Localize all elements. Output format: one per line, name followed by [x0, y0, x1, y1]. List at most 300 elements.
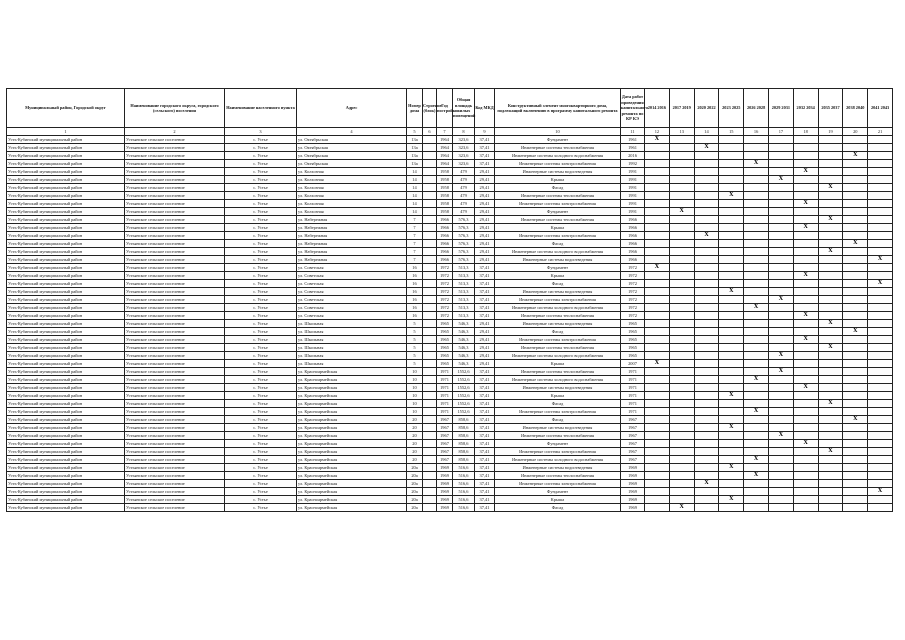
period-cell [818, 360, 843, 368]
table-cell: 5 [407, 336, 423, 344]
table-cell: 479 [453, 184, 475, 192]
period-cell [818, 312, 843, 320]
table-cell [423, 232, 437, 240]
period-cell [694, 360, 719, 368]
table-cell: ул. Советская [297, 280, 407, 288]
period-cell [768, 408, 793, 416]
table-cell: Устьянское сельское поселение [125, 232, 225, 240]
period-cell [843, 480, 868, 488]
period-cell [793, 424, 818, 432]
period-cell: X [793, 200, 818, 208]
table-cell: Усть-Кубинский муниципальный район [7, 224, 125, 232]
table-cell: 1552,6 [453, 384, 475, 392]
period-cell [843, 376, 868, 384]
period-cell [843, 448, 868, 456]
table-cell: 1991 [621, 168, 645, 176]
period-cell [719, 184, 744, 192]
period-cell [719, 224, 744, 232]
period-cell [645, 376, 670, 384]
table-cell [423, 160, 437, 168]
table-cell: 1971 [621, 384, 645, 392]
period-cell: X [818, 344, 843, 352]
table-cell: 14 [407, 168, 423, 176]
period-cell [645, 392, 670, 400]
table-cell: 13а [407, 160, 423, 168]
period-cell [744, 440, 769, 448]
table-cell: 29,41 [475, 256, 495, 264]
table-cell: ул. Набережная [297, 248, 407, 256]
period-cell [645, 232, 670, 240]
table-cell: 1965 [437, 344, 453, 352]
table-cell: 1969 [621, 496, 645, 504]
column-number: 19 [818, 128, 843, 136]
table-row [7, 376, 893, 384]
period-cell [818, 264, 843, 272]
table-cell: ул. Советская [297, 272, 407, 280]
table-cell: 1964 [437, 144, 453, 152]
period-cell [694, 208, 719, 216]
table-row [7, 288, 893, 296]
table-cell: 1972 [437, 264, 453, 272]
period-cell: X [843, 416, 868, 424]
table-cell: Усть-Кубинский муниципальный район [7, 432, 125, 440]
table-cell [423, 472, 437, 480]
column-header: 2023 2025 [719, 89, 744, 128]
table-cell: 1958 [437, 168, 453, 176]
period-cell [669, 336, 694, 344]
table-cell: Усть-Кубинский муниципальный район [7, 496, 125, 504]
period-cell [669, 144, 694, 152]
period-cell [768, 288, 793, 296]
table-cell: Усть-Кубинский муниципальный район [7, 184, 125, 192]
period-cell [744, 216, 769, 224]
table-cell: с. Устье [225, 448, 297, 456]
period-cell [868, 424, 893, 432]
column-header: Строение (блок) [423, 89, 437, 128]
table-cell: с. Устье [225, 184, 297, 192]
table-cell: Устьянское сельское поселение [125, 328, 225, 336]
period-cell [645, 304, 670, 312]
table-cell: с. Устье [225, 360, 297, 368]
table-cell: Инженерные системы электроснабжения [495, 336, 621, 344]
period-cell [843, 264, 868, 272]
column-number: 9 [475, 128, 495, 136]
table-cell: 576,3 [453, 232, 475, 240]
table-cell: 1967 [437, 432, 453, 440]
table-cell [423, 368, 437, 376]
period-cell [719, 440, 744, 448]
period-cell [719, 280, 744, 288]
table-cell: Усть-Кубинский муниципальный район [7, 296, 125, 304]
table-cell: Устьянское сельское поселение [125, 368, 225, 376]
period-cell [868, 264, 893, 272]
table-cell: с. Устье [225, 136, 297, 144]
period-cell [694, 344, 719, 352]
table-cell: 1991 [621, 176, 645, 184]
table-cell: 1967 [621, 416, 645, 424]
period-cell [719, 136, 744, 144]
period-cell [719, 304, 744, 312]
column-header: 2020 2022 [694, 89, 719, 128]
table-cell [423, 496, 437, 504]
table-cell: Инженерные системы водоотведения [495, 384, 621, 392]
period-cell [768, 304, 793, 312]
table-cell: 1972 [437, 296, 453, 304]
period-cell [645, 432, 670, 440]
period-cell [694, 392, 719, 400]
table-cell: ул. Колхозная [297, 184, 407, 192]
table-cell: ул. Школьная [297, 328, 407, 336]
table-cell: 29,41 [475, 176, 495, 184]
period-cell [793, 448, 818, 456]
table-cell: с. Устье [225, 392, 297, 400]
table-cell: 20а [407, 480, 423, 488]
table-cell: 20 [407, 424, 423, 432]
column-number: 15 [719, 128, 744, 136]
table-cell: 20 [407, 456, 423, 464]
period-cell [744, 272, 769, 280]
table-cell: Инженерные системы теплоснабжения [495, 344, 621, 352]
table-cell: 1971 [621, 400, 645, 408]
table-cell: ул. Красноармейская [297, 448, 407, 456]
column-number: 8 [453, 128, 475, 136]
table-cell: с. Устье [225, 376, 297, 384]
period-cell [868, 408, 893, 416]
table-cell: ул. Красноармейская [297, 424, 407, 432]
table-cell: 7 [407, 248, 423, 256]
period-cell [645, 240, 670, 248]
column-header: Общая площадь жилых помещений [453, 89, 475, 128]
period-cell [744, 464, 769, 472]
table-cell: 14 [407, 184, 423, 192]
table-cell: ул. Советская [297, 312, 407, 320]
table-cell: 516,6 [453, 472, 475, 480]
table-row [7, 232, 893, 240]
period-cell [645, 328, 670, 336]
period-cell [768, 336, 793, 344]
period-cell [744, 416, 769, 424]
table-cell: 516,6 [453, 496, 475, 504]
table-cell: Усть-Кубинский муниципальный район [7, 160, 125, 168]
period-cell [645, 176, 670, 184]
period-cell [843, 232, 868, 240]
period-cell [793, 392, 818, 400]
table-cell [423, 288, 437, 296]
table-row [7, 464, 893, 472]
period-cell [818, 472, 843, 480]
table-cell: 37,41 [475, 272, 495, 280]
period-cell [719, 232, 744, 240]
period-cell [793, 408, 818, 416]
table-cell: 1965 [621, 320, 645, 328]
period-cell [645, 184, 670, 192]
period-cell [645, 456, 670, 464]
period-cell [868, 384, 893, 392]
table-cell: Усть-Кубинский муниципальный район [7, 304, 125, 312]
period-cell [719, 344, 744, 352]
table-cell: ул. Красноармейская [297, 432, 407, 440]
table-cell: Инженерные системы электроснабжения [495, 232, 621, 240]
period-cell [645, 168, 670, 176]
period-cell [645, 496, 670, 504]
table-cell: 37,41 [475, 400, 495, 408]
period-cell: X [793, 224, 818, 232]
period-cell [868, 176, 893, 184]
table-cell: Инженерные системы водоотведения [495, 320, 621, 328]
table-cell: 1972 [621, 288, 645, 296]
period-cell [868, 168, 893, 176]
period-cell [645, 336, 670, 344]
period-cell: X [768, 432, 793, 440]
period-cell [843, 368, 868, 376]
table-cell: 1969 [437, 464, 453, 472]
table-cell: Усть-Кубинский муниципальный район [7, 488, 125, 496]
period-cell [818, 208, 843, 216]
table-cell: 1958 [437, 200, 453, 208]
table-cell [423, 464, 437, 472]
table-cell: 1971 [621, 408, 645, 416]
table-cell: 323,6 [453, 160, 475, 168]
table-cell: Усть-Кубинский муниципальный район [7, 248, 125, 256]
table-cell: 16 [407, 312, 423, 320]
period-cell [694, 168, 719, 176]
period-cell [719, 384, 744, 392]
table-cell: 858,6 [453, 456, 475, 464]
period-cell [645, 312, 670, 320]
period-cell [768, 496, 793, 504]
table-cell [423, 280, 437, 288]
table-cell: с. Устье [225, 288, 297, 296]
table-cell: Инженерные системы холодного водоснабжения [495, 376, 621, 384]
period-cell [744, 328, 769, 336]
table-cell: Устьянское сельское поселение [125, 296, 225, 304]
table-cell: 2007 [621, 360, 645, 368]
capital-repair-register-table [6, 88, 893, 512]
period-cell [744, 352, 769, 360]
period-cell [645, 224, 670, 232]
period-cell [868, 432, 893, 440]
table-cell: 1991 [621, 184, 645, 192]
table-cell: 5 [407, 352, 423, 360]
table-cell: Инженерные системы теплоснабжения [495, 144, 621, 152]
table-cell: 20а [407, 472, 423, 480]
period-cell: X [645, 360, 670, 368]
table-cell: ул. Октябрьская [297, 144, 407, 152]
table-cell: 516,6 [453, 488, 475, 496]
period-cell [694, 504, 719, 512]
table-cell: Инженерные системы холодного водоснабжения [495, 152, 621, 160]
period-cell [669, 416, 694, 424]
period-cell [744, 320, 769, 328]
table-cell: 10 [407, 408, 423, 416]
table-cell: 13а [407, 152, 423, 160]
period-cell [793, 232, 818, 240]
table-cell: 1967 [621, 440, 645, 448]
column-number: 2 [125, 128, 225, 136]
table-row [7, 240, 893, 248]
table-cell: 10 [407, 376, 423, 384]
period-cell [645, 280, 670, 288]
table-cell [423, 168, 437, 176]
table-cell: 858,6 [453, 448, 475, 456]
table-cell: Устьянское сельское поселение [125, 136, 225, 144]
period-cell [719, 416, 744, 424]
table-cell: Фасад [495, 184, 621, 192]
period-cell: X [719, 288, 744, 296]
table-cell: 1966 [621, 256, 645, 264]
period-cell [719, 200, 744, 208]
period-cell: X [793, 440, 818, 448]
table-cell: 1964 [437, 160, 453, 168]
period-cell: X [744, 456, 769, 464]
period-cell [669, 248, 694, 256]
period-cell [843, 504, 868, 512]
table-cell: 1967 [621, 424, 645, 432]
period-cell: X [843, 152, 868, 160]
table-cell: Усть-Кубинский муниципальный район [7, 472, 125, 480]
period-cell [719, 448, 744, 456]
period-cell [768, 248, 793, 256]
period-cell [768, 448, 793, 456]
table-cell: 1966 [437, 248, 453, 256]
period-cell [843, 400, 868, 408]
table-cell: Фундамент [495, 488, 621, 496]
table-cell: 1966 [621, 232, 645, 240]
table-cell: 513,3 [453, 288, 475, 296]
period-cell [694, 464, 719, 472]
table-cell: Устьянское сельское поселение [125, 256, 225, 264]
table-cell: 14 [407, 208, 423, 216]
period-cell [793, 464, 818, 472]
column-number: 18 [793, 128, 818, 136]
table-cell [423, 376, 437, 384]
table-cell: 29,41 [475, 168, 495, 176]
period-cell [768, 264, 793, 272]
table-cell [423, 304, 437, 312]
period-cell [744, 248, 769, 256]
table-cell: 1967 [437, 440, 453, 448]
table-cell: Инженерные системы теплоснабжения [495, 432, 621, 440]
table-cell: 29,41 [475, 336, 495, 344]
period-cell [768, 384, 793, 392]
table-cell: с. Устье [225, 400, 297, 408]
table-cell: Устьянское сельское поселение [125, 152, 225, 160]
period-cell [694, 328, 719, 336]
table-cell: 1967 [437, 416, 453, 424]
table-cell: 1992 [621, 160, 645, 168]
column-number: 1 [7, 128, 125, 136]
period-cell: X [719, 424, 744, 432]
table-cell [423, 176, 437, 184]
table-cell: 1972 [437, 304, 453, 312]
table-cell [423, 360, 437, 368]
table-row [7, 496, 893, 504]
table-cell: Усть-Кубинский муниципальный район [7, 504, 125, 512]
period-cell [719, 456, 744, 464]
period-cell [768, 416, 793, 424]
period-cell [645, 288, 670, 296]
table-cell: Устьянское сельское поселение [125, 320, 225, 328]
period-cell [669, 288, 694, 296]
table-cell: 37,41 [475, 392, 495, 400]
period-cell [744, 504, 769, 512]
period-cell [843, 256, 868, 264]
table-cell: Инженерные системы теплоснабжения [495, 192, 621, 200]
table-cell: с. Устье [225, 408, 297, 416]
table-cell: 10 [407, 368, 423, 376]
period-cell [868, 472, 893, 480]
period-cell [868, 160, 893, 168]
period-cell [719, 168, 744, 176]
period-cell [694, 136, 719, 144]
period-cell [744, 280, 769, 288]
period-cell [719, 208, 744, 216]
table-row [7, 176, 893, 184]
period-cell [669, 160, 694, 168]
table-cell [423, 400, 437, 408]
period-cell [744, 488, 769, 496]
table-cell: Инженерные системы теплоснабжения [495, 216, 621, 224]
period-cell: X [719, 496, 744, 504]
period-cell [694, 304, 719, 312]
period-cell [719, 144, 744, 152]
table-cell: Устьянское сельское поселение [125, 360, 225, 368]
table-cell: 16 [407, 264, 423, 272]
period-cell: X [669, 208, 694, 216]
table-cell: 10 [407, 400, 423, 408]
table-cell [423, 504, 437, 512]
table-cell: 858,6 [453, 440, 475, 448]
table-cell: 1972 [621, 264, 645, 272]
period-cell [818, 488, 843, 496]
period-cell [868, 232, 893, 240]
table-cell: ул. Колхозная [297, 168, 407, 176]
period-cell [719, 160, 744, 168]
period-cell [669, 496, 694, 504]
period-cell [694, 280, 719, 288]
period-cell [744, 400, 769, 408]
table-cell: 1967 [621, 456, 645, 464]
period-cell [768, 224, 793, 232]
table-cell [423, 344, 437, 352]
table-cell: Крыша [495, 392, 621, 400]
period-cell [818, 304, 843, 312]
table-cell: 1991 [621, 192, 645, 200]
table-cell: Усть-Кубинский муниципальный район [7, 136, 125, 144]
period-cell [645, 480, 670, 488]
period-cell [694, 424, 719, 432]
table-cell: 1967 [437, 448, 453, 456]
table-cell: 1971 [621, 376, 645, 384]
period-cell [669, 400, 694, 408]
period-cell: X [694, 480, 719, 488]
column-number: 13 [669, 128, 694, 136]
period-cell [868, 392, 893, 400]
table-row [7, 392, 893, 400]
table-cell: 513,3 [453, 280, 475, 288]
period-cell [843, 432, 868, 440]
period-cell [768, 504, 793, 512]
table-cell: с. Устье [225, 352, 297, 360]
table-cell: 516,6 [453, 504, 475, 512]
period-cell [793, 456, 818, 464]
period-cell [843, 192, 868, 200]
table-cell: Устьянское сельское поселение [125, 336, 225, 344]
table-row [7, 184, 893, 192]
table-row [7, 416, 893, 424]
table-cell: 1967 [437, 456, 453, 464]
period-cell [793, 368, 818, 376]
